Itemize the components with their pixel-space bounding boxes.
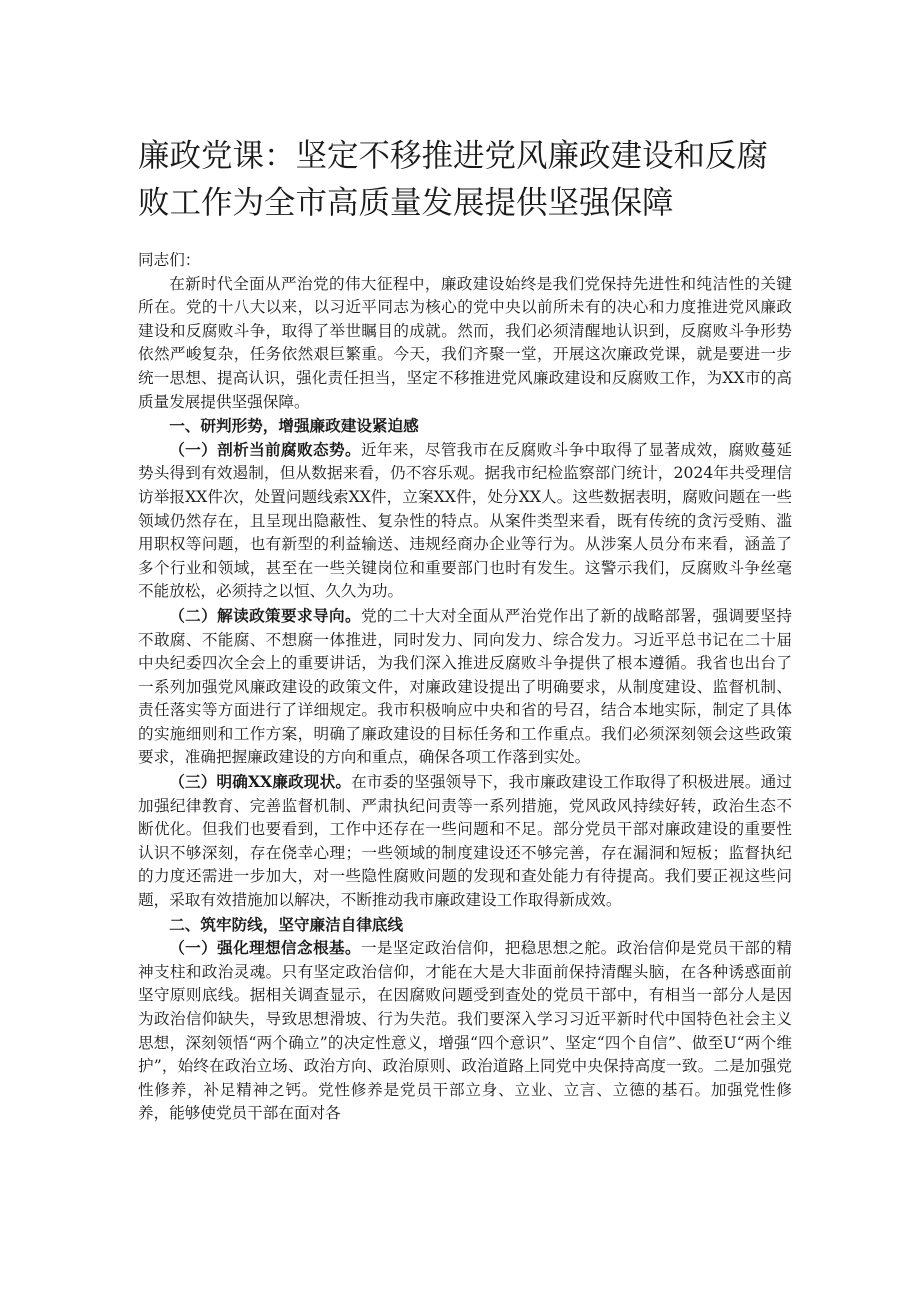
document-page bbox=[138, 133, 792, 1126]
section-heading-1: 一、研判形势，增强廉政建设紧迫感 bbox=[169, 416, 419, 436]
subsection-text: 在市委的坚强领导下，我市廉政建设工作取得了积极进展。通过加强纪律教育、完善监督机制、严肃执纪问责等一系列措施，党风政风持续好转，政治生态不断优化。但我们也要看到，工作中还存在一些问题和不足。部分党员干部对廉政建设的重要性认识不够深刻，存在侥幸心理；一些领域的制度建设还不够完善，存在漏洞和短板；监督执纪的力度还需进一步加大，对一些隐性腐败问题的发现和查处能力有待提高。我们要正视这些问题，采取有效措施加以解决，不断推动我市廉政建设工作取得新成效。 bbox=[138, 773, 792, 910]
subsection-paragraph-2-1 bbox=[138, 936, 792, 1126]
subsection-lead: （一）剖析当前腐败态势。 bbox=[169, 439, 361, 459]
document-title: 廉政党课：坚定不移推进党风廉政建设和反腐败工作为全市高质量发展提供坚强保障 bbox=[138, 138, 769, 221]
subsection-lead: （二）解读政策要求导向。 bbox=[169, 605, 361, 625]
subsection-paragraph-1-3 bbox=[138, 770, 792, 913]
subsection-text: 党的二十大对全面从严治党作出了新的战略部署，强调要坚持不敢腐、不能腐、不想腐一体推进，同时发力、同向发力、综合发力。习近平总书记在二十届中央纪委四次全会上的重要讲话，为我们深入推进反腐败斗争提供了根本遵循。我省也出台了一系列加强党风廉政建设的政策文件，对廉政建设提出了明确要求，从制度建设、监督机制、责任落实等方面进行了详细规定。我市积极响应中央和省的号召，结合本地实际，制定了具体的实施细则和工作方案，明确了廉政建设的目标任务和工作重点。我们必须深刻领会这些政策要求，准确把握廉政建设的方向和重点，确保各项工作落到实处。 bbox=[138, 606, 792, 767]
salutation: 同志们： bbox=[138, 251, 201, 269]
intro-paragraph: 在新时代全面从严治党的伟大征程中，廉政建设始终是我们党保持先进性和纯洁性的关键所在。党的十八大以来，以习近平同志为核心的党中央以前所未有的决心和力度推进党风廉政建设和反腐败斗争，取得了举世瞩目的成就。然而，我们必须清醒地认识到，反腐败斗争形势依然严峻复杂，任务依然艰巨繁重。今天，我们齐聚一堂，开展这次廉政党课，就是要进一步统一思想、提高认识，强化责任担当，坚定不移推进党风廉政建设和反腐败工作，为XX市的高质量发展提供坚强保障。 bbox=[138, 274, 792, 411]
subsection-paragraph-1-1 bbox=[138, 438, 792, 604]
subsection-paragraph-1-2 bbox=[138, 604, 792, 770]
subsection-text: 一是坚定政治信仰，把稳思想之舵。政治信仰是党员干部的精神支柱和政治灵魂。只有坚定政治信仰，才能在大是大非面前保持清醒头脑，在各种诱惑面前坚守原则底线。据相关调查显示，在因腐败问题受到查处的党员干部中，有相当一部分人是因为政治信仰缺失，导致思想滑坡、行为失范。我们要深入学习习近平新时代中国特色社会主义思想，深刻领悟“两个确立”的决定性意义，增强“四个意识”、坚定“四个自信”、做至U“两个维护”，始终在政治立场、政治方向、政治原则、政治道路上同党中央保持高度一致。二是加强党性修养，补足精神之钙。党性修养是党员干部立身、立业、立言、立德的基石。加强党性修养，能够使党员干部在面对各 bbox=[138, 939, 792, 1123]
subsection-lead: （一）强化理想信念根基。 bbox=[169, 938, 361, 958]
section-heading-2: 二、筑牢防线，坚守廉洁自律底线 bbox=[169, 914, 404, 934]
subsection-text: 近年来，尽管我市在反腐败斗争中取得了显著成效，腐败蔓延势头得到有效遏制，但从数据来看，仍不容乐观。据我市纪检监察部门统计，2024年共受理信访举报XX件次，处置问题线索XX件，立案XX件，处分XX人。这些数据表明，腐败问题在一些领域仍然存在，且呈现出隐蔽性、复杂性的特点。从案件类型来看，既有传统的贪污受贿、滥用职权等问题，也有新型的利益输送、违规经商办企业等行为。从涉案人员分布来看，涵盖了多个行业和领域，甚至在一些关键岗位和重要部门也时有发生。这警示我们，反腐败斗争丝毫不能放松，必须持之以恒、久久为功。 bbox=[138, 440, 792, 601]
subsection-lead: （三）明确XX廉政现状。 bbox=[169, 772, 352, 792]
